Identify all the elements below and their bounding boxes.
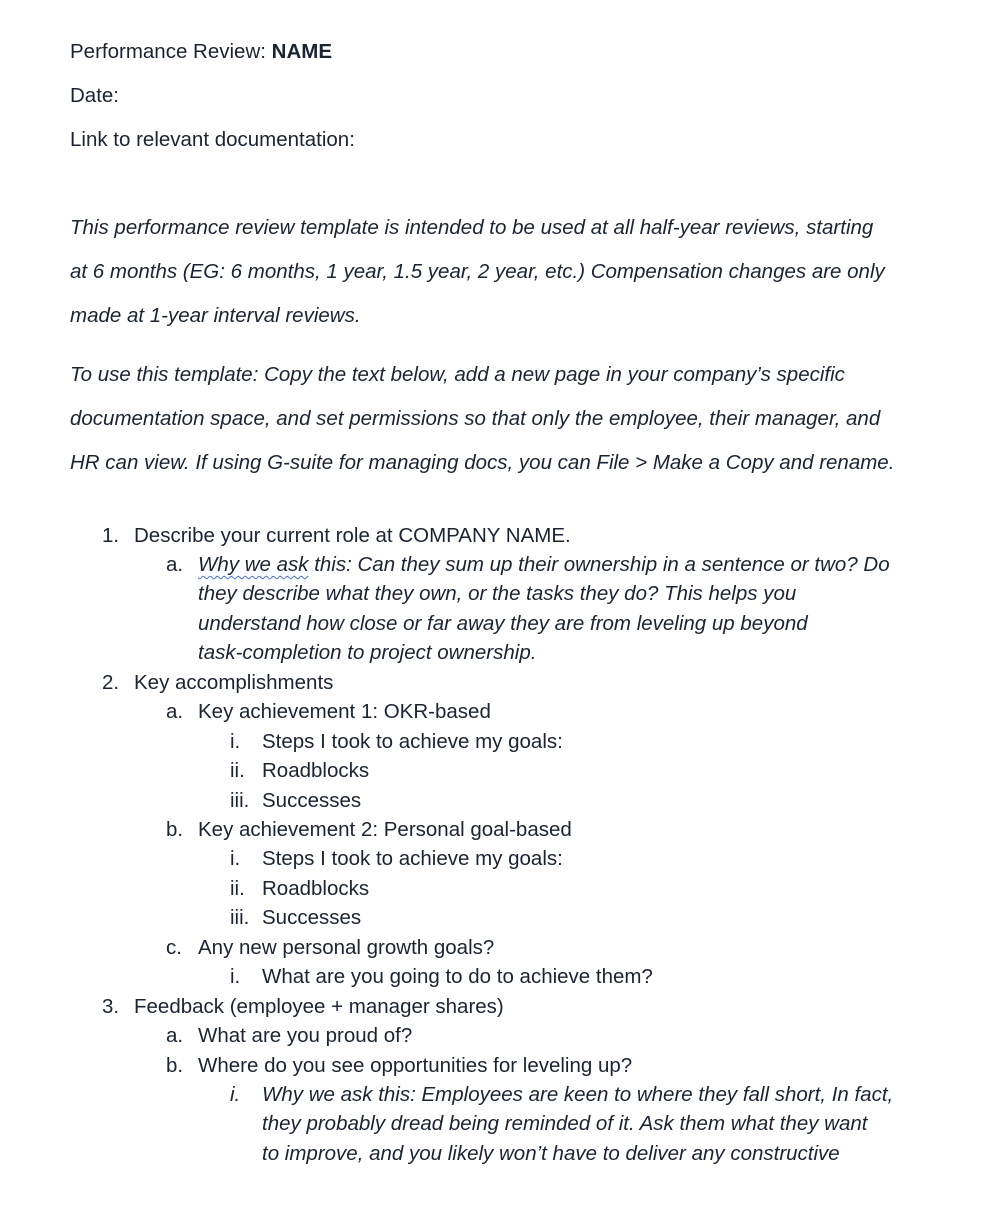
title-name: NAME xyxy=(271,40,333,63)
list-marker-1: 1. xyxy=(102,524,120,547)
list-marker-2b: b. xyxy=(166,818,184,841)
list-item-2c-i: What are you going to do to achieve them? xyxy=(262,965,653,988)
why-we-ask-1a-line2: they describe what they own, or the tasks they do? This helps you xyxy=(198,582,797,605)
list-marker-1a: a. xyxy=(166,553,184,576)
why-we-ask-3b-line3: to improve, and you likely won’t have to deliver any constructive xyxy=(262,1142,840,1165)
list-item-3: Feedback (employee + manager shares) xyxy=(134,995,504,1018)
list-marker-2c: c. xyxy=(166,936,182,959)
list-marker-2c-i: i. xyxy=(230,965,241,988)
list-marker-3a: a. xyxy=(166,1024,184,1047)
list-marker-2a-iii: iii. xyxy=(230,789,250,812)
spellcheck-underline[interactable]: Why we ask xyxy=(198,553,309,576)
list-item-1: Describe your current role at COMPANY NAME. xyxy=(134,524,571,547)
documentation-link-label: Link to relevant documentation: xyxy=(70,128,355,151)
list-item-2b-ii: Roadblocks xyxy=(262,877,370,900)
intro-p2-line2: documentation space, and set permissions so that only the employee, their manager, and xyxy=(70,407,881,430)
intro-p1-line3: made at 1-year interval reviews. xyxy=(70,304,361,327)
list-item-2b-i: Steps I took to achieve my goals: xyxy=(262,847,563,870)
list-marker-2a: a. xyxy=(166,700,184,723)
list-marker-2b-i: i. xyxy=(230,847,241,870)
list-item-2a: Key achievement 1: OKR-based xyxy=(198,700,491,723)
intro-p1-line1: This performance review template is intended to be used at all half-year reviews, starting xyxy=(70,216,874,239)
title-prefix: Performance Review: xyxy=(70,40,266,63)
list-marker-2: 2. xyxy=(102,671,120,694)
list-marker-2b-ii: ii. xyxy=(230,877,245,900)
list-marker-3b: b. xyxy=(166,1054,184,1077)
why-we-ask-1a-line3: understand how close or far away they are from leveling up beyond xyxy=(198,612,808,635)
list-marker-2a-i: i. xyxy=(230,730,241,753)
list-item-2: Key accomplishments xyxy=(134,671,334,694)
list-item-3a: What are you proud of? xyxy=(198,1024,413,1047)
list-item-2b-iii: Successes xyxy=(262,906,362,929)
list-item-2a-i: Steps I took to achieve my goals: xyxy=(262,730,563,753)
why-we-ask-3b-line2: they probably dread being reminded of it. Ask them what they want xyxy=(262,1112,868,1135)
list-item-2b: Key achievement 2: Personal goal-based xyxy=(198,818,572,841)
list-item-2a-ii: Roadblocks xyxy=(262,759,370,782)
list-marker-2a-ii: ii. xyxy=(230,759,245,782)
date-label: Date: xyxy=(70,84,119,107)
intro-p1-line2: at 6 months (EG: 6 months, 1 year, 1.5 year, 2 year, etc.) Compensation changes are only xyxy=(70,260,885,283)
why-we-ask-1a-line4: task-completion to project ownership. xyxy=(198,641,537,664)
list-marker-2b-iii: iii. xyxy=(230,906,250,929)
list-marker-3b-i: i. xyxy=(230,1083,241,1106)
why-we-ask-1a-line1: Why we ask this: Can they sum up their ownership in a sentence or two? Do xyxy=(198,553,890,576)
intro-p2-line3: HR can view. If using G-suite for managing docs, you can File > Make a Copy and rename. xyxy=(70,451,895,474)
why-we-ask-3b-line1: Why we ask this: Employees are keen to where they fall short, In fact, xyxy=(262,1083,894,1106)
intro-p2-line1: To use this template: Copy the text below, add a new page in your company’s specific xyxy=(70,363,845,386)
list-marker-3: 3. xyxy=(102,995,120,1018)
list-item-3b: Where do you see opportunities for leveling up? xyxy=(198,1054,633,1077)
list-item-2a-iii: Successes xyxy=(262,789,362,812)
page-title xyxy=(70,42,332,63)
list-item-2c: Any new personal growth goals? xyxy=(198,936,495,959)
